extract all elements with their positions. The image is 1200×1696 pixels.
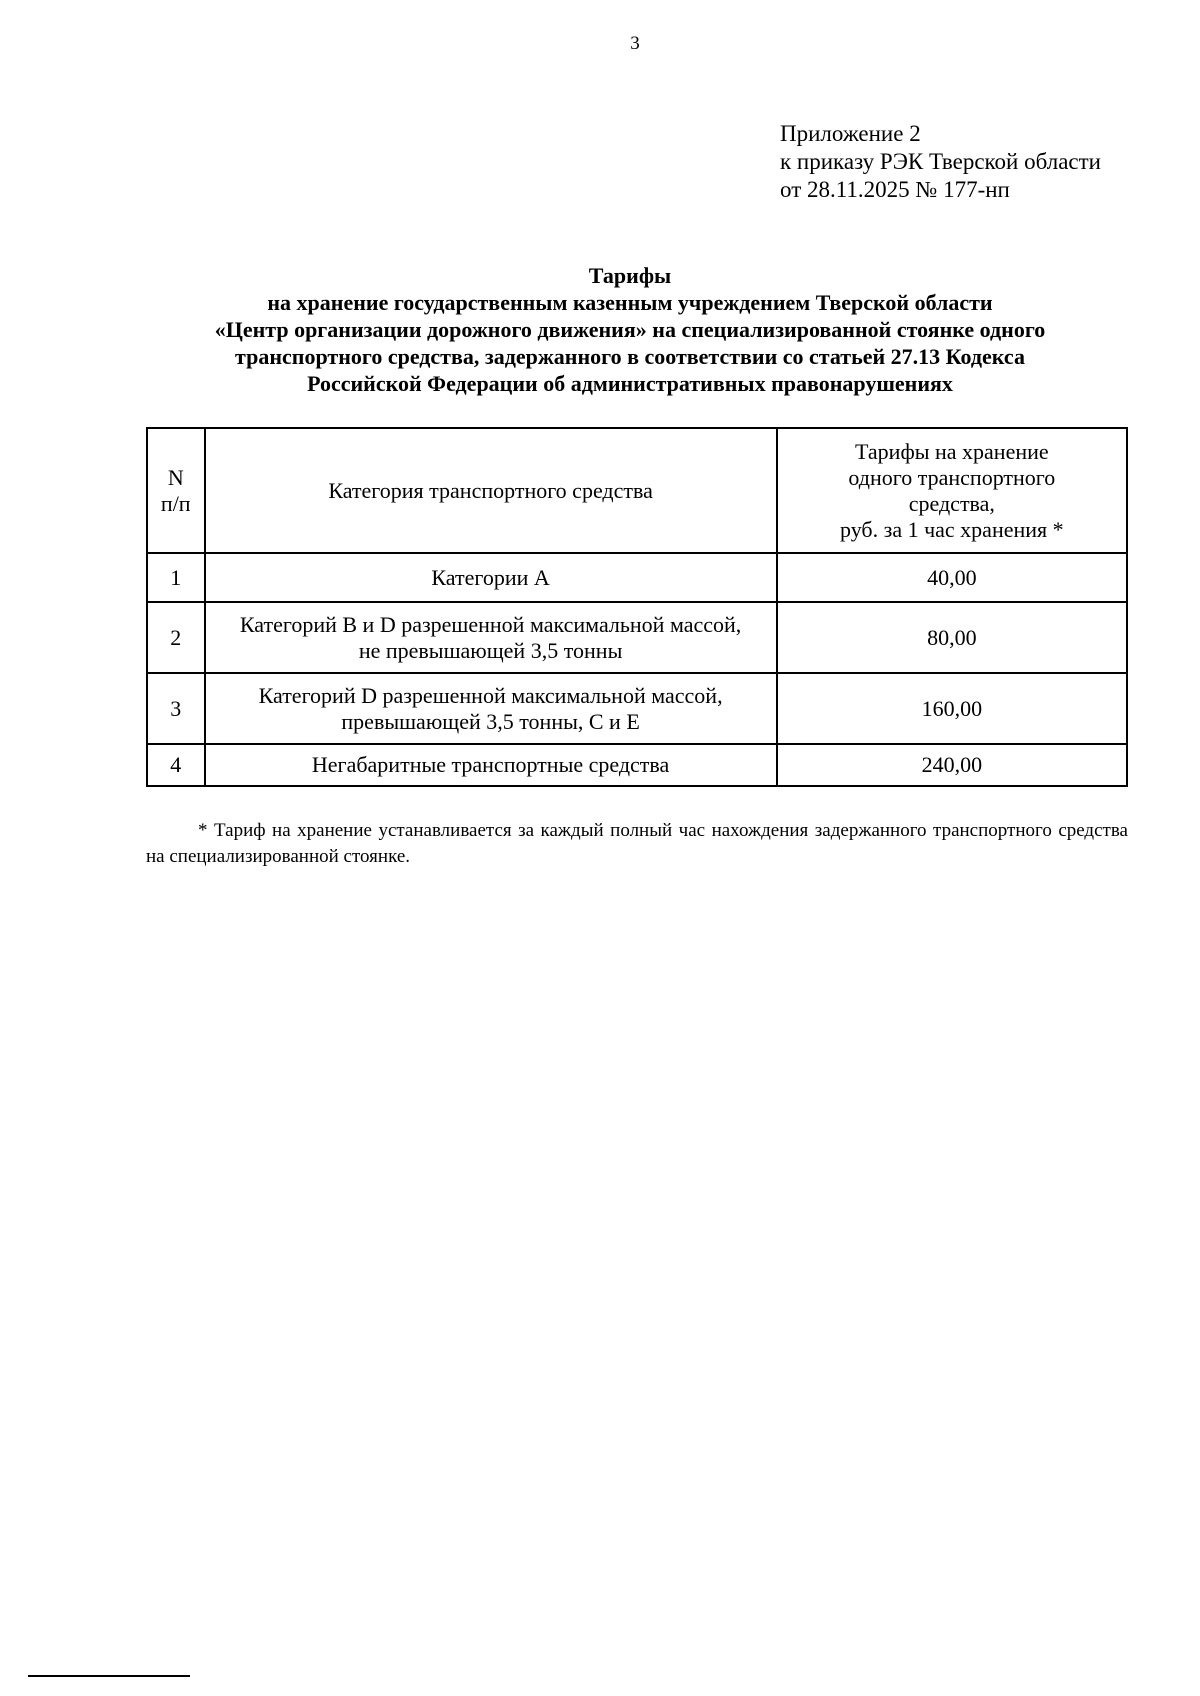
row-tariff: 240,00 xyxy=(777,744,1127,786)
row-tariff: 40,00 xyxy=(777,553,1127,602)
table-row xyxy=(147,553,1127,602)
title-line: на хранение государственным казенным учреждением Тверской области xyxy=(267,290,993,315)
appendix-line: Приложение 2 xyxy=(780,121,921,146)
header-tariff-line: одного транспортного xyxy=(848,464,1056,490)
header-number-line: п/п xyxy=(160,490,191,516)
footnote-separator xyxy=(28,1675,190,1677)
row-number: 3 xyxy=(147,673,205,744)
header-tariff xyxy=(777,428,1127,553)
table-row xyxy=(147,602,1127,673)
header-number-line: N xyxy=(167,464,184,490)
table-row xyxy=(147,744,1127,786)
row-number: 2 xyxy=(147,602,205,673)
row-number: 4 xyxy=(147,744,205,786)
row-category xyxy=(205,602,777,673)
table-header-row xyxy=(147,428,1127,553)
table-row xyxy=(147,673,1127,744)
page-number: 3 xyxy=(630,33,640,54)
header-tariff-line: руб. за 1 час хранения * xyxy=(840,516,1064,542)
header-tariff-line: средства, xyxy=(908,490,995,516)
row-category: Категории А xyxy=(205,553,777,602)
footnote: * Тариф на хранение устанавливается за каждый полный час нахождения задержанного транспортного средства на специализированной стоянке. xyxy=(146,820,1128,867)
row-tariff: 80,00 xyxy=(777,602,1127,673)
title-line: Тарифы xyxy=(588,263,672,288)
title-line: Российской Федерации об административных правонарушениях xyxy=(307,371,953,396)
appendix-line: к приказу РЭК Тверской области xyxy=(780,149,1101,174)
header-category: Категория транспортного средства xyxy=(205,428,777,553)
title-line: «Центр организации дорожного движения» на специализированной стоянке одного xyxy=(214,317,1046,342)
row-category: Негабаритные транспортные средства xyxy=(205,744,777,786)
row-tariff: 160,00 xyxy=(777,673,1127,744)
row-category xyxy=(205,673,777,744)
header-number xyxy=(147,428,205,553)
category-line: Категорий В и D разрешенной максимальной массой, xyxy=(239,611,742,637)
row-number: 1 xyxy=(147,553,205,602)
tariffs-table xyxy=(146,427,1128,787)
appendix-reference xyxy=(780,120,1101,204)
document-title xyxy=(130,262,1130,397)
appendix-line: от 28.11.2025 № 177-нп xyxy=(780,177,1010,202)
category-line: превышающей 3,5 тонны, С и Е xyxy=(341,708,640,734)
category-line: Категорий D разрешенной максимальной массой, xyxy=(258,682,723,708)
category-line: не превышающей 3,5 тонны xyxy=(358,637,623,663)
title-line: транспортного средства, задержанного в соответствии со статьей 27.13 Кодекса xyxy=(235,344,1025,369)
header-tariff-line: Тарифы на хранение xyxy=(855,438,1049,464)
